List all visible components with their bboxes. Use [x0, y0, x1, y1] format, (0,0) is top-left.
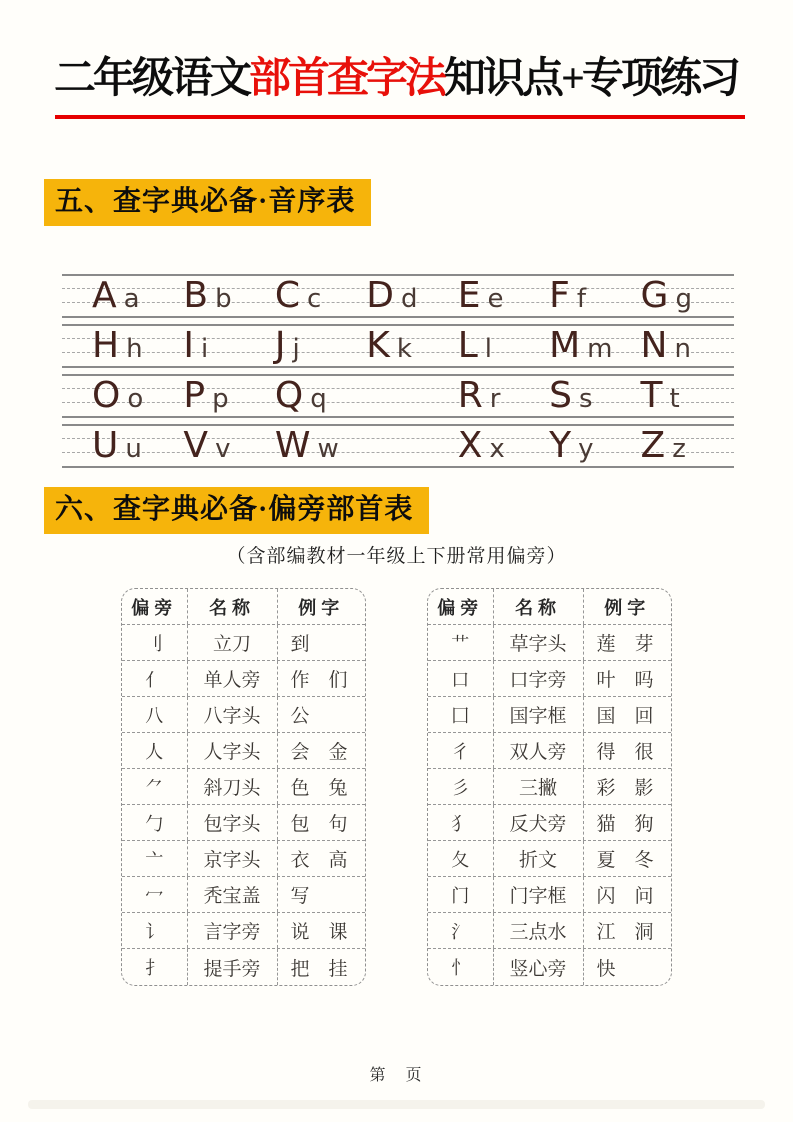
- letter-row: [92, 274, 732, 316]
- name-cell: 三撇: [494, 769, 584, 804]
- name-cell: 门字框: [494, 877, 584, 912]
- examples-cell: 衣 高: [290, 850, 348, 871]
- name-cell: 人字头: [188, 733, 278, 768]
- lowercase-letter: q: [310, 384, 327, 414]
- lowercase-letter: h: [126, 334, 143, 364]
- uppercase-letter: Q: [274, 375, 304, 416]
- radical-table-right: [427, 588, 672, 986]
- name-cell: 斜刀头: [188, 769, 278, 804]
- radical-row: [428, 625, 671, 661]
- uppercase-letter: H: [92, 325, 120, 366]
- letter-pair-t: [641, 374, 732, 416]
- column-header: 名称: [188, 589, 278, 624]
- lowercase-letter: o: [127, 384, 144, 414]
- radical-row: [122, 697, 365, 733]
- radical-cell: 人: [122, 733, 188, 768]
- letter-pair-q: [275, 374, 366, 416]
- radical-row: [428, 697, 671, 733]
- letter-pair-y: [549, 424, 640, 466]
- column-header: 偏旁: [428, 589, 494, 624]
- letter-pair-a: [92, 274, 183, 316]
- radical-cell: 犭: [428, 805, 494, 840]
- page-edge-shadow: [28, 1100, 765, 1109]
- examples-cell: 把 挂: [290, 958, 348, 980]
- title-highlight: 部首查字法: [249, 56, 445, 102]
- name-cell: 立刀: [188, 625, 278, 660]
- lowercase-letter: j: [292, 334, 300, 364]
- letter-pair-b: [183, 274, 274, 316]
- examples-cell: 快: [596, 958, 616, 980]
- name-cell: 国字框: [494, 697, 584, 732]
- radical-cell: 艹: [428, 625, 494, 660]
- examples-cell: 彩 影: [596, 778, 654, 799]
- uppercase-letter: G: [640, 275, 669, 316]
- letter-pair-v: [183, 424, 274, 466]
- lowercase-letter: v: [215, 434, 231, 464]
- uppercase-letter: M: [549, 325, 581, 366]
- letter-pair-s: [549, 374, 640, 416]
- letter-pair-h: [92, 324, 183, 366]
- uppercase-letter: J: [274, 325, 286, 366]
- radical-row: [122, 841, 365, 877]
- radical-cell: 彡: [428, 769, 494, 804]
- lowercase-letter: f: [576, 284, 586, 314]
- radical-row: [122, 661, 365, 697]
- examples-cell: 夏 冬: [596, 850, 654, 871]
- guide-line-solid: [62, 316, 734, 318]
- letter-row: [92, 324, 732, 366]
- column-header: 偏旁: [122, 589, 188, 624]
- lowercase-letter: y: [578, 434, 594, 464]
- uppercase-letter: N: [640, 325, 668, 366]
- title-prefix: 二年级语文: [54, 56, 250, 102]
- lowercase-letter: l: [484, 334, 492, 364]
- radical-row: [428, 949, 671, 985]
- column-header: 例字: [298, 597, 345, 618]
- radical-cell: 勹: [122, 805, 188, 840]
- uppercase-letter: X: [457, 425, 483, 466]
- radical-row: [122, 949, 365, 985]
- radical-row: [428, 805, 671, 841]
- lowercase-letter: e: [487, 284, 504, 314]
- radical-cell: 亻: [122, 661, 188, 696]
- letter-pair-x: [458, 424, 549, 466]
- name-cell: 秃宝盖: [188, 877, 278, 912]
- lowercase-letter: z: [672, 434, 686, 464]
- name-cell: 双人旁: [494, 733, 584, 768]
- alphabet-guide-row: [62, 324, 734, 366]
- column-header: 名称: [494, 589, 584, 624]
- radical-cell: 口: [428, 661, 494, 696]
- examples-cell: 写: [290, 886, 310, 907]
- radical-cell: 八: [122, 697, 188, 732]
- radical-row: [428, 841, 671, 877]
- lowercase-letter: d: [401, 284, 418, 314]
- radical-cell: 夂: [428, 841, 494, 876]
- radical-cell: 忄: [428, 949, 494, 985]
- name-cell: 竖心旁: [494, 949, 584, 985]
- name-cell: 言字旁: [188, 913, 278, 948]
- examples-cell: 猫 狗: [596, 814, 654, 835]
- letter-pair-g: [641, 274, 732, 316]
- letter-pair-m: [549, 324, 640, 366]
- examples-cell: 公: [290, 706, 310, 727]
- radical-row: [122, 913, 365, 949]
- letter-pair-o: [92, 374, 183, 416]
- examples-cell: 色 兔: [290, 778, 348, 799]
- uppercase-letter: L: [457, 325, 478, 366]
- letter-pair-d: [366, 274, 457, 316]
- letter-gap: [366, 374, 457, 416]
- letter-row: [92, 424, 732, 466]
- radical-table-subtitle: （含部编教材一年级上下册常用偏旁）: [226, 546, 567, 567]
- uppercase-letter: D: [366, 275, 394, 316]
- radical-row: [428, 769, 671, 805]
- radical-cell: 门: [428, 877, 494, 912]
- lowercase-letter: c: [306, 284, 322, 314]
- lowercase-letter: n: [674, 334, 691, 364]
- lowercase-letter: w: [317, 434, 339, 464]
- examples-cell: 作 们: [290, 670, 348, 691]
- uppercase-letter: C: [274, 275, 300, 316]
- lowercase-letter: m: [587, 334, 613, 364]
- radical-table-left: [121, 588, 366, 986]
- column-header: 例字: [604, 597, 651, 618]
- radical-row: [428, 877, 671, 913]
- examples-cell: 会 金: [290, 742, 348, 763]
- radical-cell: 氵: [428, 913, 494, 948]
- examples-cell: 得 很: [596, 742, 654, 763]
- uppercase-letter: S: [549, 375, 572, 416]
- name-cell: 折文: [494, 841, 584, 876]
- letter-pair-r: [458, 374, 549, 416]
- radical-tables: [121, 588, 672, 986]
- name-cell: 单人旁: [188, 661, 278, 696]
- uppercase-letter: F: [549, 275, 570, 316]
- page-footer: 第 页: [369, 1067, 424, 1084]
- alphabet-guide-row: [62, 274, 734, 316]
- examples-cell: 江 洞: [596, 922, 654, 943]
- uppercase-letter: I: [183, 325, 195, 366]
- table-header-row: [428, 589, 671, 625]
- uppercase-letter: U: [92, 425, 119, 466]
- radical-row: [428, 913, 671, 949]
- name-cell: 提手旁: [188, 949, 278, 985]
- uppercase-letter: A: [92, 275, 117, 316]
- letter-pair-f: [549, 274, 640, 316]
- lowercase-letter: t: [669, 384, 680, 414]
- page-title: [54, 54, 754, 104]
- lowercase-letter: a: [123, 284, 140, 314]
- examples-cell: 叶 吗: [596, 670, 654, 691]
- letter-pair-k: [366, 324, 457, 366]
- radical-cell: 亠: [122, 841, 188, 876]
- examples-cell: 到: [290, 634, 310, 655]
- alphabet-table: [62, 274, 734, 474]
- uppercase-letter: W: [274, 425, 311, 466]
- lowercase-letter: i: [201, 334, 209, 364]
- alphabet-guide-row: [62, 374, 734, 416]
- radical-cell: 刂: [122, 625, 188, 660]
- uppercase-letter: T: [640, 375, 663, 416]
- name-cell: 草字头: [494, 625, 584, 660]
- name-cell: 三点水: [494, 913, 584, 948]
- radical-cell: 彳: [428, 733, 494, 768]
- radical-row: [122, 733, 365, 769]
- letter-pair-w: [275, 424, 366, 466]
- examples-cell: 国 回: [596, 706, 654, 727]
- radical-row: [428, 661, 671, 697]
- uppercase-letter: V: [183, 425, 209, 466]
- letter-pair-n: [641, 324, 732, 366]
- lowercase-letter: s: [578, 384, 593, 414]
- examples-cell: 说 课: [290, 922, 348, 943]
- uppercase-letter: P: [183, 375, 206, 416]
- lowercase-letter: b: [215, 284, 232, 314]
- guide-line-solid: [62, 466, 734, 468]
- lowercase-letter: x: [489, 434, 505, 464]
- letter-pair-z: [641, 424, 732, 466]
- table-header-row: [122, 589, 365, 625]
- radical-row: [122, 769, 365, 805]
- letter-pair-u: [92, 424, 183, 466]
- title-suffix: 知识点+专项练习: [444, 56, 738, 102]
- letter-row: [92, 374, 732, 416]
- uppercase-letter: O: [92, 375, 121, 416]
- examples-cell: 闪 问: [596, 886, 654, 907]
- lowercase-letter: u: [125, 434, 142, 464]
- radical-cell: 冖: [122, 877, 188, 912]
- radical-row: [122, 625, 365, 661]
- letter-pair-c: [275, 274, 366, 316]
- letter-pair-e: [458, 274, 549, 316]
- lowercase-letter: p: [212, 384, 229, 414]
- section-heading-six: 六、查字典必备·偏旁部首表: [44, 487, 429, 534]
- guide-line-solid: [62, 416, 734, 418]
- examples-cell: 包 句: [290, 814, 348, 835]
- uppercase-letter: R: [457, 375, 483, 416]
- radical-cell: 讠: [122, 913, 188, 948]
- alphabet-guide-row: [62, 424, 734, 466]
- name-cell: 口字旁: [494, 661, 584, 696]
- letter-pair-l: [458, 324, 549, 366]
- uppercase-letter: B: [183, 275, 209, 316]
- radical-cell: 囗: [428, 697, 494, 732]
- letter-gap: [366, 424, 457, 466]
- examples-cell: 莲 芽: [596, 634, 654, 655]
- letter-pair-i: [183, 324, 274, 366]
- radical-cell: 扌: [122, 949, 188, 985]
- section-heading-five: 五、查字典必备·音序表: [44, 179, 371, 226]
- uppercase-letter: E: [457, 275, 481, 316]
- uppercase-letter: K: [366, 325, 390, 366]
- radical-row: [122, 805, 365, 841]
- lowercase-letter: g: [675, 284, 692, 314]
- radical-row: [428, 733, 671, 769]
- lowercase-letter: r: [489, 384, 501, 414]
- name-cell: 包字头: [188, 805, 278, 840]
- radical-row: [122, 877, 365, 913]
- title-underline: [55, 115, 745, 119]
- name-cell: 京字头: [188, 841, 278, 876]
- radical-cell: ⺈: [122, 769, 188, 804]
- uppercase-letter: Y: [549, 425, 572, 466]
- uppercase-letter: Z: [640, 425, 666, 466]
- name-cell: 八字头: [188, 697, 278, 732]
- lowercase-letter: k: [396, 334, 412, 364]
- letter-pair-j: [275, 324, 366, 366]
- letter-pair-p: [183, 374, 274, 416]
- name-cell: 反犬旁: [494, 805, 584, 840]
